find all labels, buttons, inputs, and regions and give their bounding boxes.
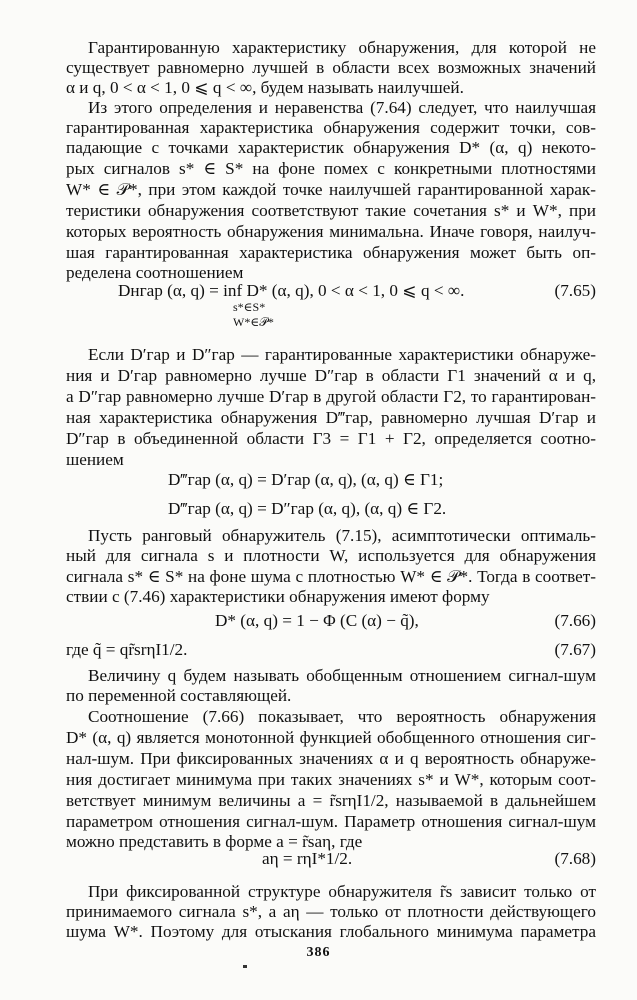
- text-line: ствии с (7.46) характеристики обнаружения имеют форму: [66, 587, 490, 606]
- print-speck: [243, 965, 247, 968]
- text-line: а D″гар равномерно лучше D′гар в другой области Γ2, то гарантирован-: [66, 387, 596, 406]
- equation-7-65: Dнгар (α, q) = inf D* (α, q), 0 < α < 1, 0 ⩽ q < ∞.: [118, 281, 465, 300]
- text-line: сигнала s* ∈ S* на фоне шума с плотностью W* ∈ 𝒫*. Тогда в соответ-: [66, 567, 596, 586]
- text-line: При фиксированной структуре обнаружителя r̃s зависит только от: [88, 882, 596, 901]
- text-line: Если D′гар и D″гар — гарантированные характеристики обнаруже-: [88, 345, 596, 364]
- text-line: ветствует минимум величины a = r̃srηI1/2, называемой в дальнейшем: [66, 791, 596, 810]
- text-line: по переменной составляющей.: [66, 686, 292, 705]
- equation-number: (7.66): [554, 611, 596, 630]
- equation-number: (7.67): [554, 640, 596, 659]
- page-number: 386: [306, 945, 331, 960]
- text-line: шением: [66, 450, 124, 469]
- text-line: рых сигналов s* ∈ S* на фоне помех с конкретными плотностями: [66, 159, 596, 178]
- text-line: Соотношение (7.66) показывает, что вероятность обнаружения: [88, 707, 596, 726]
- text-line: Величину q будем называть обобщенным отношением сигнал-шум: [88, 666, 596, 685]
- equation-7-65-subscript: W*∈𝒫*: [233, 315, 274, 329]
- equation-number: (7.65): [554, 281, 596, 300]
- text-line: которых вероятность обнаружения минимальна. Иначе говоря, наилуч-: [66, 222, 596, 241]
- equation-7-67: где q̃ = qr̃srηI1/2.: [66, 640, 188, 659]
- text-line: параметром отношения сигнал-шум. Параметр отношения сигнал-шум: [66, 812, 596, 831]
- text-line: падающие с точками характеристик обнаружения D* (α, q) некото-: [66, 138, 596, 157]
- text-line: W* ∈ 𝒫*, при этом каждой точке наилучшей гарантированной харак-: [66, 180, 596, 199]
- text-line: шума W*. Поэтому для отыскания глобального минимума параметра: [66, 922, 596, 941]
- equation-7-68: aη = rηI*1/2.: [262, 849, 353, 868]
- equation-7-66: D* (α, q) = 1 − Φ (C (α) − q̃),: [215, 611, 419, 630]
- text-line: ния достигает минимума при таких значениях s* и W*, которым соот-: [66, 770, 596, 789]
- text-line: принимаемого сигнала s*, а aη — только от плотности действующего: [66, 902, 596, 921]
- equation-number: (7.68): [554, 849, 596, 868]
- text-line: ный для сигнала s и плотности W, используется для обнаружения: [66, 546, 596, 565]
- text-line: ная характеристика обнаружения D‴гар, равномерно лучшая D′гар и: [66, 408, 596, 427]
- text-line: ределена соотношением: [66, 263, 244, 282]
- text-line: шая гарантированная характеристика обнаружения может быть оп-: [66, 243, 596, 262]
- text-line: можно представить в форме a = r̃saη, где: [66, 832, 363, 851]
- text-line: Пусть ранговый обнаружитель (7.15), асимптотически оптималь-: [88, 526, 596, 545]
- equation-system-line: D‴гар (α, q) = D″гар (α, q), (α, q) ∈ Γ2.: [168, 499, 447, 518]
- text-line: Из этого определения и неравенства (7.64) следует, что наилучшая: [88, 98, 596, 117]
- equation-7-65-subscript: s*∈S*: [233, 300, 266, 314]
- text-line: D″гар в объединенной области Γ3 = Γ1 + Γ2, определяется соотно-: [66, 429, 596, 448]
- text-line: Гарантированную характеристику обнаружения, для которой не: [88, 38, 596, 57]
- text-line: теристики обнаружения соответствуют такие сочетания s* и W*, при: [66, 201, 596, 220]
- text-line: гарантированная характеристика обнаружения содержит точки, сов-: [66, 118, 596, 137]
- text-line: ния и D′гар равномерно лучше D″гар в области Γ1 значений α и q,: [66, 366, 596, 385]
- text-line: нал-шум. При фиксированных значениях α и q вероятность обнаруже-: [66, 749, 596, 768]
- text-line: α и q, 0 < α < 1, 0 ⩽ q < ∞, будем называть наилучшей.: [66, 78, 464, 97]
- equation-system-line: D‴гар (α, q) = D′гар (α, q), (α, q) ∈ Γ1;: [168, 470, 444, 489]
- text-line: существует равномерно лучшей в области всех возможных значений: [66, 58, 596, 77]
- text-line: D* (α, q) является монотонной функцией обобщенного отношения сиг-: [66, 728, 596, 747]
